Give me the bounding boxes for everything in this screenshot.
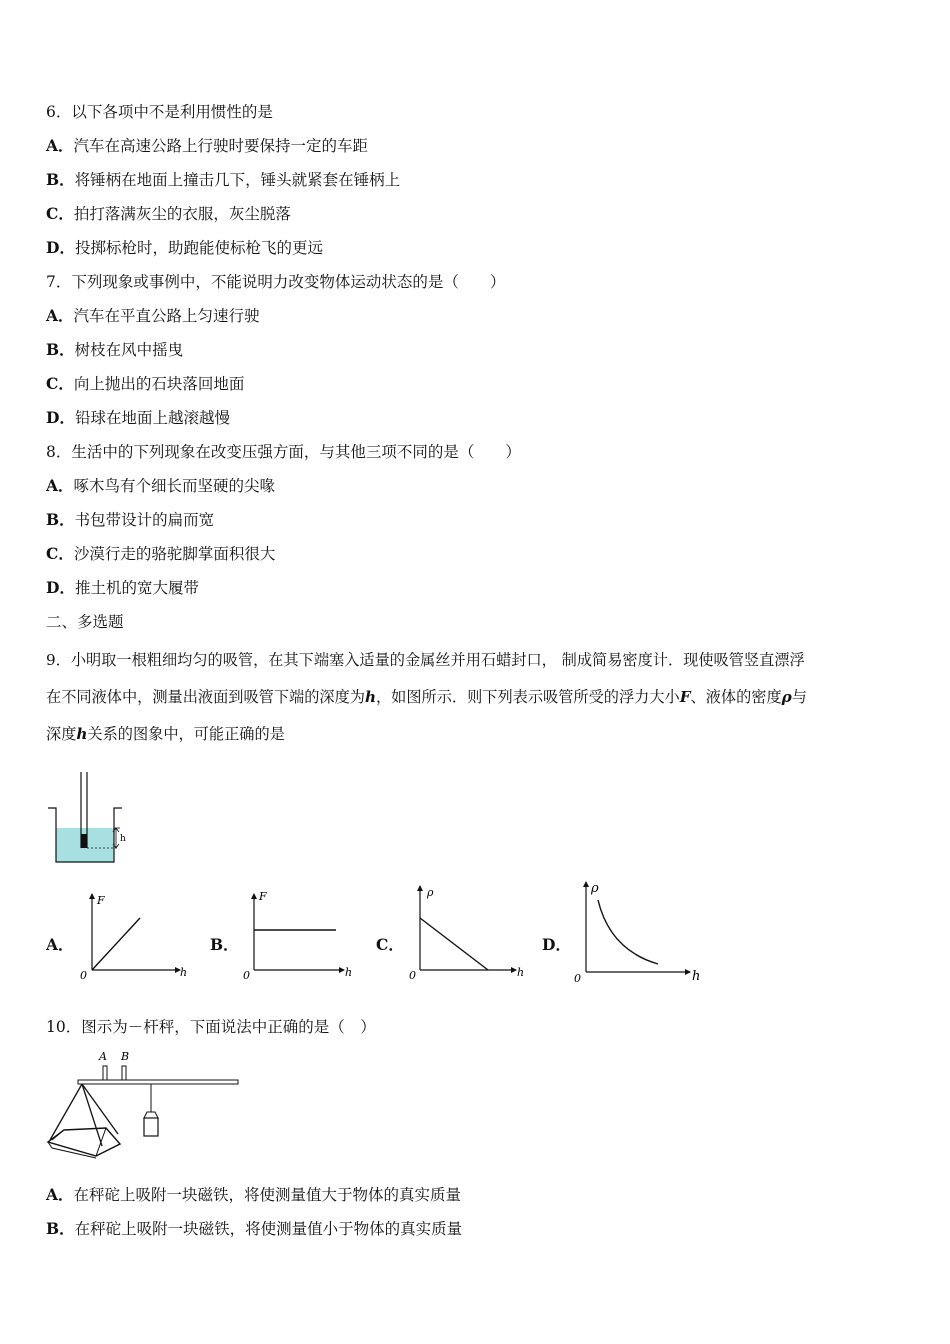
steelyard-figure (44, 1046, 244, 1162)
q6-option-c (46, 204, 291, 224)
q8-option-a (46, 476, 275, 496)
q10-option-a (46, 1185, 461, 1205)
depth-label: h (120, 834, 126, 844)
option-label: D． (46, 578, 75, 597)
hook-b (122, 1066, 126, 1080)
q9-text: 与 (791, 688, 807, 706)
weight-cap (144, 1112, 158, 1118)
option-label: A． (46, 306, 74, 325)
weight (144, 1118, 158, 1136)
origin-label: 0 (409, 969, 416, 982)
option-label: B． (46, 510, 75, 529)
graph-line (92, 918, 140, 970)
q7-option-c (46, 374, 244, 394)
x-label: h (180, 966, 188, 979)
q7-option-a (46, 306, 260, 326)
x-label: h (692, 969, 701, 984)
var-h: h (76, 725, 88, 743)
option-label: B． (46, 1219, 75, 1238)
beaker-figure (40, 770, 140, 870)
q8-option-c (46, 544, 275, 564)
y-label: F (97, 894, 105, 907)
q8-stem: 8．生活中的下列现象在改变压强方面，与其他三项不同的是（ ） (46, 443, 521, 461)
q9-text: 、液体的密度 (690, 688, 782, 706)
var-f: F (679, 688, 691, 706)
option-text: 沙漠行走的骆驼脚掌面积很大 (73, 545, 276, 563)
q7-option-d (46, 408, 230, 428)
q10-option-b (46, 1219, 462, 1239)
hook-b-label: B (121, 1050, 130, 1063)
option-label: A． (46, 136, 74, 155)
string-right (82, 1084, 118, 1134)
y-arrow (417, 885, 423, 891)
scale-pan (48, 1128, 120, 1156)
origin-label: 0 (243, 969, 250, 982)
x-arrow (685, 969, 691, 975)
option-label: B． (46, 340, 75, 359)
x-label: h (345, 966, 353, 979)
option-label: B． (46, 170, 75, 189)
q9-stem-line3 (46, 724, 285, 744)
hook-a (103, 1066, 107, 1080)
section-heading: 二、多选题 (46, 613, 124, 631)
graph-line (420, 918, 488, 970)
q10-stem: 10．图示为－杆秤，下面说法中正确的是（ ） (46, 1018, 376, 1036)
q6-option-a (46, 136, 368, 156)
var-h: h (364, 688, 376, 706)
option-text: 在秤砣上吸附一块磁铁，将使测量值大于物体的真实质量 (73, 1186, 462, 1204)
option-text: 在秤砣上吸附一块磁铁，将使测量值小于物体的真实质量 (74, 1220, 463, 1238)
graph-b-label: B． (210, 935, 239, 954)
string-left (50, 1084, 82, 1140)
string-mid (82, 1084, 102, 1146)
q7-stem: 7．下列现象或事例中，不能说明力改变物体运动状态的是（ ） (46, 273, 506, 291)
option-text: 树枝在风中摇曳 (74, 341, 184, 359)
graph-d-label: D． (542, 935, 571, 954)
option-label: C． (46, 204, 74, 223)
straw-weight (81, 834, 87, 848)
option-text: 铅球在地面上越滚越慢 (74, 409, 230, 427)
origin-label: 0 (574, 972, 581, 985)
option-text: 汽车在高速公路上行驶时要保持一定的车距 (73, 137, 369, 155)
x-label: h (517, 966, 525, 979)
option-text: 推土机的宽大履带 (74, 579, 199, 597)
option-label: D． (46, 238, 75, 257)
graph-c-label: C． (376, 935, 404, 954)
option-text: 啄木鸟有个细长而坚硬的尖喙 (73, 477, 276, 495)
q8-option-d (46, 578, 199, 598)
graph-a-label: A． (46, 935, 74, 954)
option-text: 书包带设计的扁而宽 (74, 511, 215, 529)
q9-text: 在不同液体中，测量出液面到吸管下端的深度为 (46, 688, 365, 706)
y-arrow (583, 881, 589, 887)
q7-option-b (46, 340, 183, 360)
q9-text: 关系的图象中，可能正确的是 (87, 725, 285, 743)
y-arrow (89, 893, 95, 899)
q6-stem: 6．以下各项中不是利用惯性的是 (46, 103, 273, 121)
y-label: ρ (427, 886, 434, 899)
option-text: 向上抛出的石块落回地面 (73, 375, 245, 393)
q9-text: 深度 (46, 725, 77, 743)
option-label: A． (46, 1185, 74, 1204)
option-text: 拍打落满灰尘的衣服，灰尘脱落 (73, 205, 291, 223)
origin-label: 0 (80, 969, 87, 982)
y-label: F (259, 890, 267, 903)
q9-text: ，如图所示．则下列表示吸管所受的浮力大小 (375, 688, 680, 706)
y-arrow (251, 893, 257, 899)
option-text: 汽车在平直公路上匀速行驶 (73, 307, 260, 325)
q9-stem-line1: 9．小明取一根粗细均匀的吸管，在其下端塞入适量的金属丝并用石蜡封口， 制成简易密度计．现使吸管竖直漂浮 (46, 651, 805, 669)
graph-d (570, 876, 706, 986)
q6-option-b (46, 170, 400, 190)
option-text: 将锤柄在地面上撞击几下，锤头就紧套在锤柄上 (74, 171, 401, 189)
graph-c (404, 880, 530, 982)
option-label: A． (46, 476, 74, 495)
option-label: C． (46, 374, 74, 393)
option-label: D． (46, 408, 75, 427)
var-rho: ρ (781, 688, 792, 706)
option-label: C． (46, 544, 74, 563)
beam (78, 1080, 238, 1084)
q8-option-b (46, 510, 214, 530)
y-label: ρ (591, 881, 599, 896)
graph-a (76, 890, 192, 982)
graph-b (238, 890, 358, 982)
q6-option-d (46, 238, 323, 258)
option-text: 投掷标枪时，助跑能使标枪飞的更远 (74, 239, 323, 257)
q9-stem-line2 (46, 687, 807, 707)
hook-a-label: A (99, 1050, 107, 1063)
graph-curve (598, 900, 658, 964)
